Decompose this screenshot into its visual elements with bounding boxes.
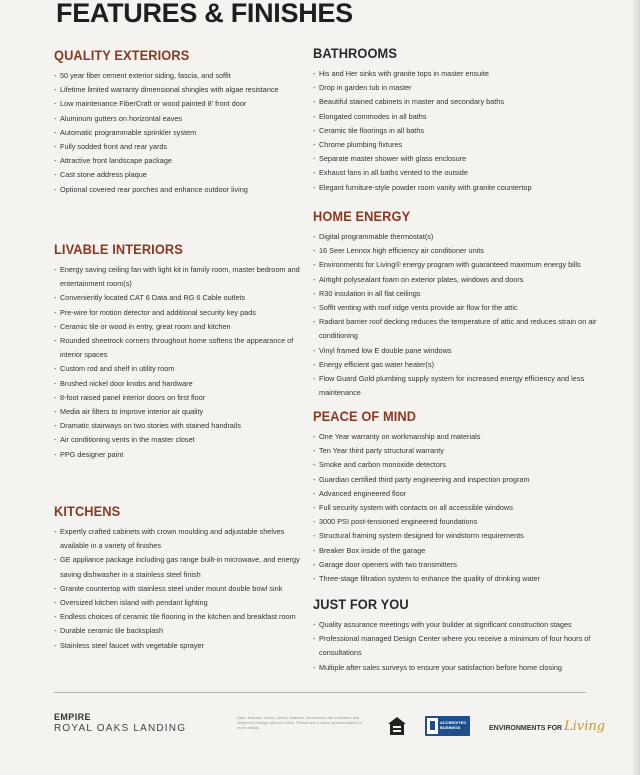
- list-item: - GE appliance package including gas range built-in microwave, and energy saving dishwasher in a stainless steel finish: [54, 553, 310, 581]
- livable-interiors-heading: LIVABLE INTERIORS: [54, 242, 183, 257]
- list-item: - Digital programmable thermostat(s): [313, 230, 613, 244]
- list-item: - Fully sodded front and rear yards: [54, 140, 310, 154]
- list-item: - Optional covered rear porches and enhance outdoor living: [54, 183, 310, 197]
- page-title: FEATURES & FINISHES: [56, 0, 353, 28]
- list-item: - Low maintenance FiberCraft or wood painted 8' front door: [54, 97, 310, 111]
- list-item: - Professional managed Design Center where you receive a minimum of four hours of consultations: [313, 632, 613, 660]
- list-item: - Flow Guard Gold plumbing supply system for increased energy efficiency and less maintenance: [313, 372, 613, 400]
- list-item: - Multiple after sales surveys to ensure your satisfaction before home closing: [313, 661, 613, 675]
- list-item: - Airtight polysealant foam on exterior plates, windows and doors: [313, 273, 613, 287]
- bathrooms-section: [313, 46, 613, 195]
- list-item: - Chrome plumbing fixtures: [313, 138, 613, 152]
- quality-exteriors-heading: QUALITY EXTERIORS: [54, 48, 190, 63]
- list-item: - Expertly crafted cabinets with crown moulding and adjustable shelves available in a variety of finishes: [54, 525, 310, 553]
- disclaimer-text: Date, features, terms, prices, features, dimensions are estimates and subject to change without notice. Please see a sales representative for more details.: [237, 715, 362, 731]
- livable-interiors-section: [54, 242, 310, 462]
- list-item: - 16 Seer Lennox high efficiency air conditioner units: [313, 244, 613, 258]
- list-item: - Rounded sheetrock corners throughout home softens the appearance of interior spaces: [54, 334, 310, 362]
- quality-exteriors-section: [54, 48, 310, 197]
- bbb-seal-icon: [427, 718, 438, 734]
- list-item: - Separate master shower with glass enclosure: [313, 152, 613, 166]
- list-item: - R30 insulation in all flat ceilings: [313, 287, 613, 301]
- list-item: - Energy efficient gas water heater(s): [313, 358, 613, 372]
- home-energy-heading: HOME ENERGY: [313, 209, 411, 224]
- list-item: - Stainless steel faucet with vegetable sprayer: [54, 639, 310, 653]
- list-item: - Dramatic stairways on two stories with stained handrails: [54, 419, 310, 433]
- list-item: - Elongated commodes in all baths: [313, 110, 613, 124]
- brand-company: EMPIRE: [54, 712, 91, 722]
- equal-housing-icon: [386, 715, 408, 737]
- list-item: - Automatic programmable sprinkler system: [54, 126, 310, 140]
- list-item: - Custom rod and shelf in utility room: [54, 362, 310, 376]
- list-item: - Ceramic tile or wood in entry, great room and kitchen: [54, 320, 310, 334]
- list-item: - Vinyl framed low E double pane windows: [313, 344, 613, 358]
- list-item: - Three-stage filtration system to enhance the quality of drinking water: [313, 572, 613, 586]
- footer-divider: [54, 692, 586, 693]
- env-logo-script: Living: [564, 719, 606, 734]
- list-item: - One Year warranty on workmanship and materials: [313, 430, 613, 444]
- kitchens-list: [54, 525, 310, 653]
- list-item: - Oversized kitchen island with pendant lighting: [54, 596, 310, 610]
- list-item: - Smoke and carbon monoxide detectors: [313, 458, 613, 472]
- list-item: - Breaker Box inside of the garage: [313, 544, 613, 558]
- bbb-accredited-logo: [425, 716, 470, 736]
- environments-for-living-logo: [489, 719, 605, 734]
- home-energy-section: [313, 209, 613, 400]
- list-item: - 3000 PSI post-tensioned engineered foundations: [313, 515, 613, 529]
- home-energy-list: [313, 230, 613, 400]
- list-item: - PPG designer paint: [54, 448, 310, 462]
- just-for-you-heading: JUST FOR YOU: [313, 597, 409, 612]
- list-item: - Guardian certified third party engineering and inspection program: [313, 473, 613, 487]
- page-edge-shadow: [632, 0, 640, 775]
- just-for-you-section: [313, 597, 613, 675]
- list-item: - Granite countertop with stainless steel under mount double bowl sink: [54, 582, 310, 596]
- list-item: - Elegant furniture-style powder room vanity with granite countertop: [313, 181, 613, 195]
- list-item: - Aluminum gutters on horizontal eaves: [54, 112, 310, 126]
- list-item: - Endless choices of ceramic tile flooring in the kitchen and breakfast room: [54, 610, 310, 624]
- brand-logo: [54, 712, 186, 734]
- quality-exteriors-list: [54, 69, 310, 197]
- bbb-label: ACCREDITED BUSINESS: [440, 720, 467, 730]
- list-item: - Pre-wire for motion detector and additional security key pads: [54, 306, 310, 320]
- list-item: - Lifetime limited warranty dimensional shingles with algae resistance: [54, 83, 310, 97]
- list-item: - Garage door openers with two transmitters: [313, 558, 613, 572]
- peace-of-mind-heading: PEACE OF MIND: [313, 409, 417, 424]
- bathrooms-list: [313, 67, 613, 195]
- list-item: - Full security system with contacts on all accessible windows: [313, 501, 613, 515]
- env-logo-text: ENVIRONMENTS FOR: [489, 725, 563, 732]
- brand-community: ROYAL OAKS LANDING: [54, 723, 187, 734]
- livable-interiors-list: [54, 263, 310, 462]
- list-item: - Ceramic tile floorings in all baths: [313, 124, 613, 138]
- list-item: - Brushed nickel door knobs and hardware: [54, 377, 310, 391]
- kitchens-heading: KITCHENS: [54, 504, 121, 519]
- list-item: - Attractive front landscape package: [54, 154, 310, 168]
- list-item: - Soffit venting with roof ridge vents provide air flow for the attic: [313, 301, 613, 315]
- list-item: - Cast stone address plaque: [54, 168, 310, 182]
- list-item: - Exhaust fans in all baths vented to the outside: [313, 166, 613, 180]
- list-item: - Drop in garden tub in master: [313, 81, 613, 95]
- list-item: - Quality assurance meetings with your builder at significant construction stages: [313, 618, 613, 632]
- list-item: - Air conditioning vents in the master closet: [54, 433, 310, 447]
- list-item: - 8-foot raised panel interior doors on first floor: [54, 391, 310, 405]
- list-item: - His and Her sinks with granite tops in master ensuite: [313, 67, 613, 81]
- list-item: - Structural framing system designed for windstorm requirements: [313, 529, 613, 543]
- just-for-you-list: [313, 618, 613, 675]
- list-item: - Advanced engineered floor: [313, 487, 613, 501]
- peace-of-mind-section: [313, 409, 613, 586]
- list-item: - Energy saving ceiling fan with light kit in family room, master bedroom and entertainment room(s): [54, 263, 310, 291]
- list-item: - Conveniently located CAT 6 Data and RG 6 Cable outlets: [54, 291, 310, 305]
- list-item: - Environments for Living® energy program with guaranteed maximum energy bills: [313, 258, 613, 272]
- peace-of-mind-list: [313, 430, 613, 586]
- list-item: - Ten Year third party structural warranty: [313, 444, 613, 458]
- bathrooms-heading: BATHROOMS: [313, 46, 397, 61]
- list-item: - Media air filters to improve interior air quality: [54, 405, 310, 419]
- list-item: - Radiant barrier roof decking reduces the temperature of attic and reduces strain on air conditioning: [313, 315, 613, 343]
- list-item: - Durable ceramic tile backsplash: [54, 624, 310, 638]
- list-item: - Beautiful stained cabinets in master and secondary baths: [313, 95, 613, 109]
- kitchens-section: [54, 504, 310, 653]
- list-item: - 50 year fiber cement exterior siding, fascia, and soffit: [54, 69, 310, 83]
